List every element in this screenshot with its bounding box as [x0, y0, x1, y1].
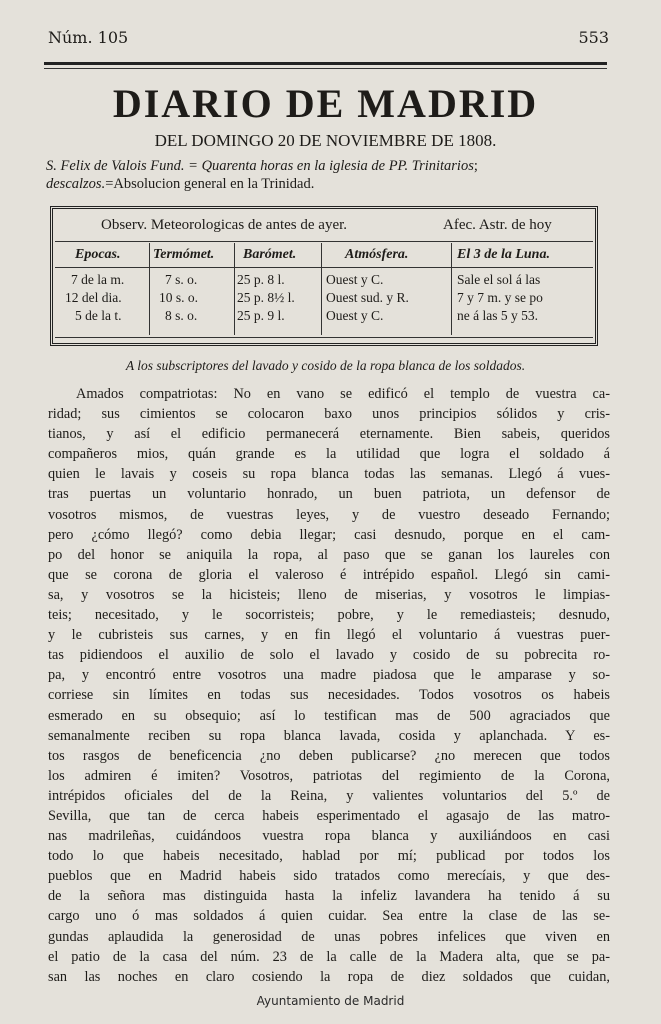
saint-text-italic: S. Felix de Valois Fund. = Quarenta horas en la iglesia de PP. Trinitarios: [46, 158, 474, 174]
text-line: tras puertas un voluntario honrado, un buen patriota, un defensor de: [48, 486, 610, 503]
column-header: El 3 de la Luna.: [457, 247, 550, 262]
table-cell: 25 p. 8½ l.: [237, 290, 295, 305]
column-divider: [234, 243, 235, 335]
column-header: Barómet.: [243, 247, 297, 262]
text-line: nas madrileñas, cuidándoos vuestra ropa blanca y auxiliándoos en casi: [48, 828, 610, 845]
issue-number: Núm. 105: [48, 28, 129, 47]
text-line: que se corona de gloria el valeroso é intrépido español. Llegó sin cami-: [48, 566, 610, 583]
table-cell: 5 de la t.: [75, 308, 122, 323]
weather-table: [50, 206, 598, 346]
text-line: tos rasgos de beneficencia ¿no deben publicarse? ¿no merecen que todos: [48, 747, 610, 764]
text-line: po del honor se aniquila la ropa, al paso que se ganan los laureles con: [48, 546, 610, 563]
table-rule: [55, 337, 593, 338]
text-line: y le cubristeis sus carnes, y en fin llegó el voluntario á vuestras puer-: [48, 627, 610, 644]
text-line: pueblos que en Madrid habeis sido tratados como merecíais, y que des-: [48, 868, 610, 885]
saint-text-italic-2: descalzos.: [46, 176, 106, 192]
table-cell: 7 de la m.: [71, 272, 125, 287]
text-line: teis; necesitado, y le socorristeis; pobre, y le remediasteis; desnudo,: [48, 607, 610, 624]
archive-footer: Ayuntamiento de Madrid: [256, 994, 405, 1008]
header-rule-thin: [44, 68, 607, 69]
text-line: pero ¿cómo llegó? como debia llegar; casi desnudo, porque en el cam-: [48, 526, 610, 543]
text-line: el patio de la casa del núm. 23 de la calle de la Madera alta, que se pa-: [48, 948, 610, 965]
table-cell: Ouest sud. y R.: [326, 290, 409, 305]
column-divider: [149, 243, 150, 335]
text-line: san las noches en claro cosiendo la ropa de diez soldados que cuidan,: [48, 968, 610, 985]
table-cell: 10 s. o.: [159, 290, 199, 305]
text-line: de la señora mas distinguida hasta la infeliz lavandera ha tenido á su: [48, 888, 610, 905]
saint-of-day: [46, 157, 606, 193]
header-rule: [44, 62, 607, 65]
text-line: quien le lavais y coseis su ropa blanca todas las semanas. Llegó á vues-: [48, 466, 610, 483]
text-line: tianos, y así el edificio permanecerá eternamente. Bien sabeis, queridos: [48, 426, 610, 443]
text-line: semanalmente reciben su ropa blanca lavada, cosida y aplanchada. Y es-: [48, 727, 610, 744]
saint-text-roman: =Absolucion general en la Trinidad.: [105, 176, 315, 192]
weather-table-header: [53, 217, 595, 239]
table-cell: 25 p. 8 l.: [237, 272, 285, 287]
table-cell: Ouest y C.: [326, 272, 384, 287]
column-header: Termómet.: [153, 247, 215, 262]
text-line: esmerado en su obsequio; así lo testifican mas de 500 agraciados que: [48, 707, 610, 724]
table-cell: 8 s. o.: [165, 308, 198, 323]
table-cell: 7 s. o.: [165, 272, 198, 287]
astro-line: Sale el sol á las: [457, 272, 541, 287]
text-line: cargo uno ó mas soldados á quien cuidar. Sea entre la clase de las se-: [48, 908, 610, 925]
text-line: sa, y vosotros se la hicisteis; lleno de miserias, y vosotros le limpias-: [48, 586, 610, 603]
text-line: intrépidos oficiales del de la Reina, y valientes voluntarios del 5.º de: [48, 787, 610, 804]
article-body: [48, 384, 610, 987]
astro-line: 7 y 7 m. y se po: [457, 290, 543, 305]
column-header: Epocas.: [75, 247, 121, 262]
text-line: tas pidiendoos el auxilio de solo el lavado y cosido de su pobrecita ro-: [48, 647, 610, 664]
text-line: vosotros mismos, de vuestras leyes, y de vuestro deseado Fernando;: [48, 506, 610, 523]
saint-separator: ;: [473, 158, 478, 174]
table-cell: 12 del dia.: [65, 290, 122, 305]
text-line: pa, y encontró entre vosotros una madre piadosa que le amparase y so-: [48, 667, 610, 684]
table-cell: 25 p. 9 l.: [237, 308, 285, 323]
weather-title: Observ. Meteorologicas de antes de ayer.: [101, 217, 348, 233]
text-line: Amados compatriotas: No en vano se edificó el templo de vuestra ca-: [76, 386, 610, 402]
column-header: Atmósfera.: [345, 247, 409, 262]
text-line: compañeros mios, quán grande es la utilidad que logra el soldado á: [48, 446, 610, 463]
table-cell: Ouest y C.: [326, 308, 384, 323]
table-rule: [55, 267, 593, 268]
text-line: gundas aplaudida la generosidad de unas pobres infelices que viven en: [48, 928, 610, 945]
table-rule: [55, 241, 593, 242]
column-divider: [451, 243, 452, 335]
astro-line: ne á las 5 y 53.: [457, 308, 538, 323]
issue-date: DEL DOMINGO 20 DE NOVIEMBRE DE 1808.: [154, 131, 497, 150]
masthead-title: DIARIO DE MADRID: [112, 81, 539, 126]
text-line: ridad; sus cimientos se colocaron baxo unos principios sólidos y cris-: [48, 406, 610, 423]
column-divider: [321, 243, 322, 335]
text-line: Sevilla, que tan de cerca habeis esperimentado el agasajo de las matro-: [48, 807, 610, 824]
subscribers-heading: A los subscriptores del lavado y cosido de la ropa blanca de los soldados.: [125, 358, 526, 373]
text-line: todo lo que habeis necesitado, hablad por mí; publicad por todos los: [48, 848, 610, 865]
text-line: los admiren é imiten? Vosotros, patriotas del regimiento de la Corona,: [48, 767, 610, 784]
page-number: 553: [578, 28, 609, 47]
text-line: corriese sin límites en todas sus necesidades. Todos vosotros os habeis: [48, 687, 610, 704]
astro-title: Afec. Astr. de hoy: [443, 217, 552, 233]
